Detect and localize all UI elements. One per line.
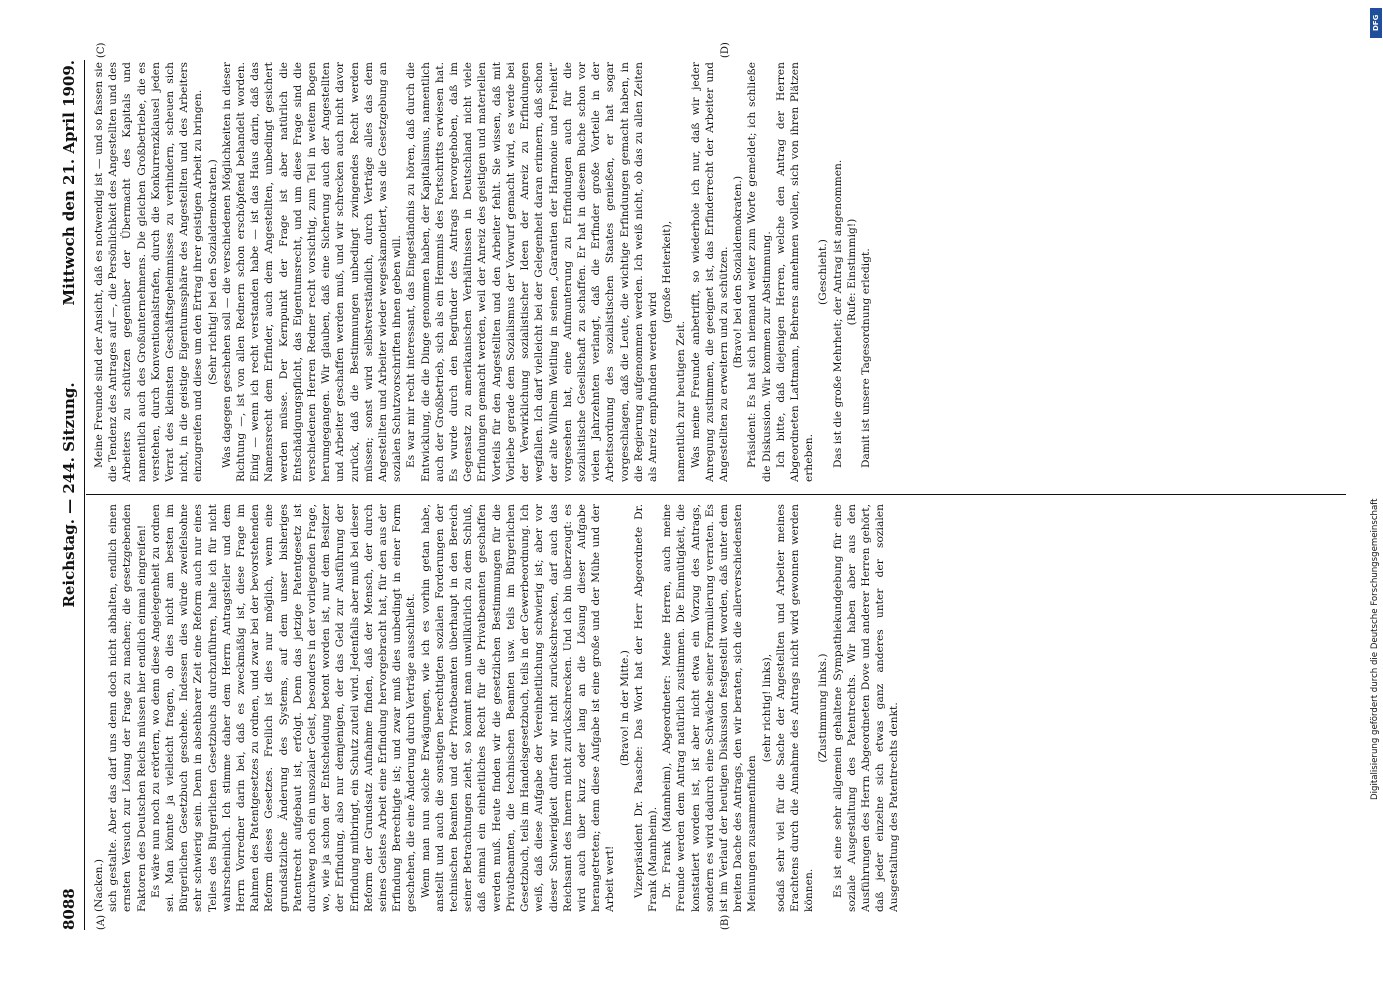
dfg-logo: DFG bbox=[1370, 8, 1382, 38]
margin-marker-a: (A) bbox=[96, 914, 107, 930]
interjection: (Zustimmung links.) bbox=[817, 653, 830, 763]
interjection: (Bravo! bei den Sozialdemokraten.) bbox=[732, 175, 745, 369]
paragraph: namentlich zur heutigen Zeit. bbox=[675, 320, 688, 482]
page-header bbox=[60, 60, 82, 930]
paragraph: Meine Freunde sind der Ansicht, daß es notwendig ist — und so fassen sie die Tendenz des Antrages auf —, die Persönlichkeit des Angestellten und des Arbeiters zu schützen gegenüber der Übermacht des Kapitals und namentlich auch des Großunternehmens. Die gleichen Großbetriebe, die es verstehen, durch Konventionalstrafen, durch die Konkurrenzklausel jeden Verrat des kleinsten Geschäftsgeheimnisses zu verhindern, scheuen sich nicht, in die geistige Eigentumssphäre des Angestellten und des Arbeiters einzugreifen und diese um den Ertrag ihrer geistigen Arbeit zu bringen. bbox=[93, 62, 205, 482]
margin-marker-d: (D) bbox=[720, 42, 731, 58]
margin-marker-c: (C) bbox=[96, 42, 107, 58]
interjection: (sehr richtig! links), bbox=[760, 653, 773, 763]
paragraph: Es wäre nun noch zu erörtern, wo denn diese Angelegenheit zu ordnen sei. Man könnte ja vielleicht fragen, ob dies nicht am besten im Bürgerlichen Gesetzbuch geschehe. Indessen dies würde zweifelsohne sehr schwierig sein. Denn in absehbarer Zeit eine Reform auch nur eines Teiles des Bürgerlichen Gesetzbuchs durchzuführen, halte ich für nicht wahrscheinlich. Ich stimme daher dem Herrn Antragsteller und dem Herrn Vorredner darin bei, daß es zweckmäßig ist, diese Frage im Rahmen des Patentgesetzes zu ordnen, und zwar bei der bevorstehenden Reform dieses Gesetzes. Freilich ist dies nur möglich, wenn eine grundsätzliche Änderung des Systems, auf dem unser bisheriges Patentrecht aufgebaut ist, erfolgt. Denn das jetzige Patentgesetz ist durchweg noch ein unsozialer Geist, besonders in der vorliegenden Frage, wo, wie ja schon der Entscheidung betont worden ist, nur dem Besitzer der Erfindung, also nur demjenigen, der das Geld zur Ausführung der Erfindung mitbringt, ein Schutz zuteil wird. Jedenfalls aber muß bei dieser Reform der Grundsatz Aufnahme finden, daß der Mensch, der durch seines Geistes Arbeit eine Erfindung hervorgebracht hat, für den aus der Erfindung Berechtigte ist; und zwar muß dies unbedingt in einer Form geschehen, die eine Änderung durch Verträge ausschließt. bbox=[149, 504, 418, 912]
interjection: (Sehr richtig! bei den Sozialdemokraten.) bbox=[206, 159, 219, 385]
header-rule bbox=[84, 60, 85, 930]
paragraph: Wenn man nun solche Erwägungen, wie ich es vorhin getan habe, anstellt und auch die sonstigen berechtigten sozialen Forderungen der technischen Beamten und der Privatbeamten überhaupt in den Bereich seiner Betrachtungen zieht, so kommt man unwillkürlich zu dem Schluß, daß einmal ein einheitliches Recht für die Privatbeamten geschaffen werden muß. Heute finden wir die gesetzlichen Bestimmungen für die Privatbeamten, die technischen Beamten usw. teils im Bürgerlichen Gesetzbuch, teils im Handelsgesetzbuch, teils in der Gewerbeordnung. Ich weiß, daß diese Aufgabe der Vereinheitlichung schwierig ist; aber vor dieser Schwierigkeit dürfen wir nicht zurückschrecken, darf auch das Reichsamt des Innern nicht zurückschrecken. Und ich bin überzeugt: es wird auch über kurz oder lang an die Lösung dieser Aufgabe herangetreten; denn diese Aufgabe ist eine große und der Mühe und der Arbeit wert! bbox=[419, 504, 617, 912]
margin-marker-b: (B) bbox=[720, 914, 731, 930]
paragraph: Es war mir recht interessant, das Eingeständnis zu hören, daß durch die Entwicklung, die die Dinge genommen haben, der Kapitalismus, namentlich auch der Großbetrieb, sich als ein Hemmnis des Fortschritts erwiesen hat. Es wurde durch den Begründer des Antrags hervorgehoben, daß im Gegensatz zu amerikanischen Verhältnissen in Deutschland nicht viele Erfindungen gemacht werden, weil der Anreiz des geistigen und materiellen Vorteils für den Angestellten und den Arbeiter fehlt. Sie wissen, daß mit Vorliebe gerade dem Sozialismus der Vorwurf gemacht wird, es werde bei der Verwirklichung sozialistischer Ideen der Anreiz zu Erfindungen wegfallen. Ich darf vielleicht bei der Gelegenheit daran erinnern, daß schon der alte Wilhelm Weitling in seinen „Garantien der Harmonie und Freiheit“ vorgesehen hat, eine Aufmunterung zu Erfindungen auch für die sozialistische Gesellschaft zu schaffen. Er hat in diesem Buche schon vor vielen Jahrzehnten verlangt, daß die Erfinder große Vorteile in der Arbeitsordnung des sozialistischen Staates genießen, er hat sogar vorgeschlagen, daß die Leute, die wichtige Erfindungen gemacht haben, in die Regierung aufgenommen werden. Ich weiß nicht, ob das zu allen Zeiten als Anreiz empfunden werden wird bbox=[405, 62, 659, 482]
paragraph: Präsident: Es hat sich niemand weiter zum Worte gemeldet; ich schließe die Diskussion. Wir kommen zur Abstimmung. bbox=[746, 62, 773, 482]
digitization-credit bbox=[1368, 0, 1383, 1000]
interjection: (Geschieht.) bbox=[817, 239, 830, 305]
paragraph: sodaß sehr viel für die Sache der Angestellten und Arbeiter meines Erachtens durch die Annahme des Antrags nicht wird gewonnen werden können. bbox=[774, 504, 816, 912]
page-number: 8088 bbox=[60, 888, 78, 930]
paragraph: Vizepräsident Dr. Paasche: Das Wort hat der Herr Abgeordnete Dr. Frank (Mannheim). bbox=[632, 504, 659, 912]
interjection: (Rufe: Einstimmig!) bbox=[845, 218, 858, 326]
paragraph: Das ist die große Mehrheit; der Antrag ist angenommen. bbox=[831, 159, 844, 468]
interjection: (Bravo! in der Mitte.) bbox=[618, 650, 631, 766]
interjection: (große Heiterkeit), bbox=[661, 220, 674, 324]
paragraph: Ich bitte, daß diejenigen Herren, welche den Antrag der Herren Abgeordneten Lattmann, Behrens annehmen wollen, sich von ihren Plätzen erheben. bbox=[774, 62, 816, 482]
credit-text: Digitalisierung gefördert durch die Deutsche Forschungsgemeinschaft bbox=[1370, 498, 1380, 800]
session-date: Mittwoch den 21. April 1909. bbox=[60, 60, 78, 306]
paragraph: Es ist eine sehr allgemein gehaltene Sympathiekundgebung für eine soziale Ausgestaltung des Patentrechts. Wir haben aber aus den Ausführungen des Herrn Abgeordneten Dove und anderer Herren gehört, daß jeder einzelne sich etwas ganz anderes unter der sozialen Ausgestaltung des Patentrechts denkt. bbox=[831, 504, 901, 912]
left-column bbox=[92, 504, 1342, 912]
paragraph: Was meine Freunde anbetrifft, so wiederhole ich nur, daß wir jeder Anregung zustimmen, die geeignet ist, das Erfinderrecht der Arbeiter und Angestellten zu erweitern und zu schützen. bbox=[689, 62, 730, 482]
speaker-note: (Nacken.) bbox=[93, 858, 105, 912]
paragraph: Damit ist unsere Tagesordnung erledigt. bbox=[859, 248, 872, 468]
paragraph: Was dagegen geschehen soll — die verschiedenen Möglichkeiten in dieser Richtung —, ist von allen Rednern schon erschöpfend behandelt worden. Einig — wenn ich recht verstanden habe — ist das Haus darin, daß das Namensrecht dem Erfinder, auch dem Angestellten, unbedingt gesichert werden müsse. Der Kernpunkt der Frage ist aber natürlich die Entschädigungspflicht, das Eigentumsrecht, und um diese Frage sind die verschiedenen Herren Redner recht vorsichtig, zum Teil in weitem Bogen herumgegangen. Wir glauben, daß eine Sicherung auch der Angestellten und Arbeiter geschaffen werden muß, und wir schrecken auch nicht davor zurück, daß die Bestimmungen unbedingt zwingendes Recht werden müssen; sonst wird selbstverständlich, durch Verträge alles das dem Angestellten und Arbeiter wieder wegeskamotiert, was die Gesetzgebung an sozialen Schutzvorschriften ihnen geben will. bbox=[220, 62, 404, 482]
paragraph: sich gestalte. Aber das darf uns denn doch nicht abhalten, endlich einen ernsten Versuch zur Lösung der Frage zu machen; die gesetzgebenden Faktoren des Deutschen Reichs müssen hier endlich einmal eingreifen! bbox=[107, 504, 148, 912]
right-column bbox=[92, 62, 1342, 482]
column-divider bbox=[86, 494, 1346, 495]
paragraph: Dr. Frank (Mannheim), Abgeordneter: Meine Herren, auch meine Freunde werden dem Antrag natürlich zustimmen. Die Einmütigkeit, die konstatiert worden ist, ist aber nicht etwa ein Vorzug des Antrags, sondern es wird dadurch eine Schwäche seiner Formulierung verraten. Es ist im Verlauf der heutigen Diskussion festgestellt worden, daß unter dem breiten Dache des Antrags, den wir beraten, sich die allerverschiedensten Meinungen zusammenfinden bbox=[661, 504, 759, 912]
session-title: Reichstag. — 244. Sitzung. bbox=[60, 382, 78, 608]
